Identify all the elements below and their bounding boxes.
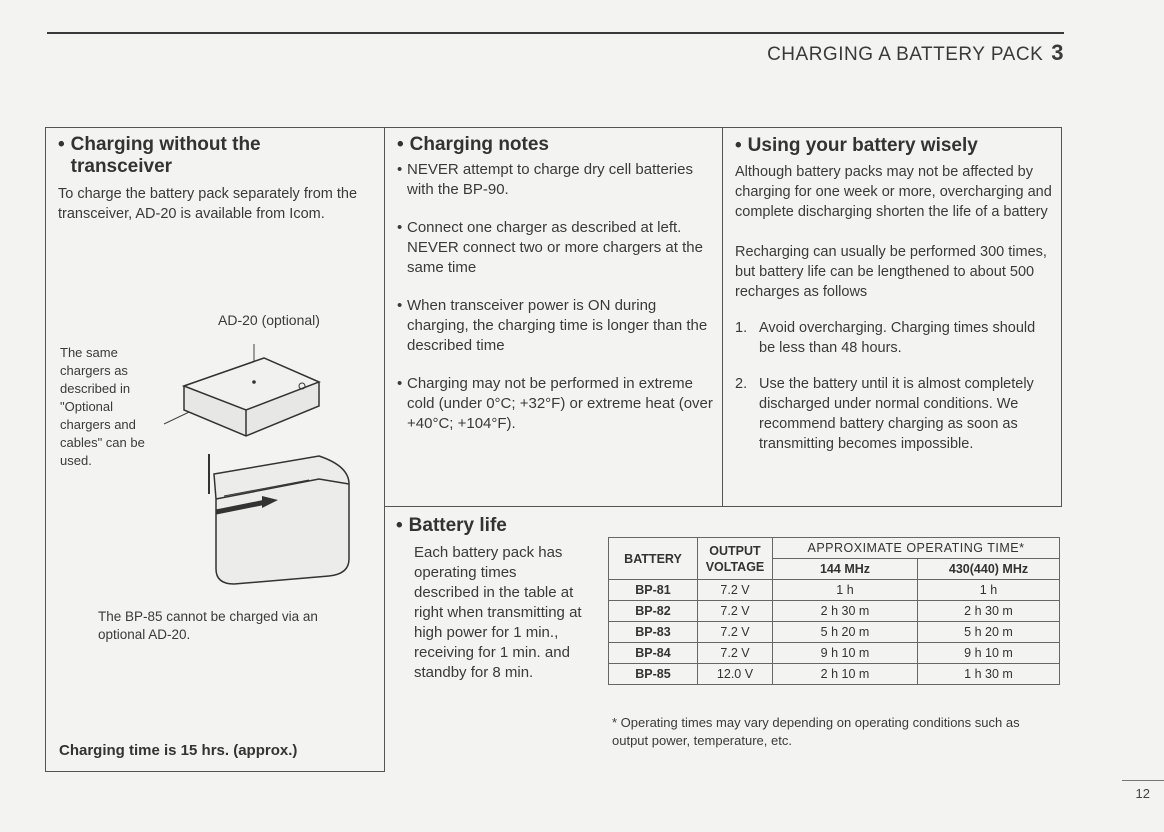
note-item: • Charging may not be performed in extreme cold (under 0°C; +32°F) or extreme heat (over +40°C; +104°F). — [397, 374, 715, 434]
charging-notes-panel — [384, 127, 723, 507]
note-item: • NEVER attempt to charge dry cell batteries with the BP-90. — [397, 160, 715, 200]
operating-time-table — [608, 537, 1060, 685]
charging-time: Charging time is 15 hrs. (approx.) — [59, 742, 298, 759]
table-footnote: * Operating times may vary depending on operating conditions such as output power, temperature, etc. — [612, 715, 1020, 748]
col-battery-header: BATTERY — [609, 538, 698, 580]
wisely-para-2: Recharging can usually be performed 300 times, but battery life can be lengthened to about 500 recharges as follows — [735, 244, 1047, 300]
left-intro: To charge the battery pack separately from the transceiver, AD-20 is available from Icom. — [58, 186, 358, 222]
ad20-label: AD-20 (optional) — [218, 312, 320, 328]
charging-notes-list — [397, 160, 715, 434]
table-row: BP-84 7.2 V 9 h 10 m 9 h 10 m — [609, 643, 1060, 664]
chapter-number: 3 — [1051, 40, 1064, 65]
left-heading: • Charging without the transceiver — [58, 134, 261, 177]
col-430-header: 430(440) MHz — [918, 559, 1060, 580]
same-chargers-text: The same chargers as described in "Optional chargers and cables" can be used. — [60, 345, 145, 468]
battery-wisely-heading: • Using your battery wisely — [735, 135, 978, 156]
note-item: • When transceiver power is ON during charging, the charging time is longer than the described time — [397, 296, 715, 356]
header-title: CHARGING A BATTERY PACK — [767, 44, 1044, 65]
table-row: BP-85 12.0 V 2 h 10 m 1 h 30 m — [609, 664, 1060, 685]
charger-illustration — [154, 324, 364, 594]
col-144-header: 144 MHz — [773, 559, 918, 580]
battery-life-text: Each battery pack has operating times described in the table at right when transmitting at high power for 1 min., receiving for 1 min. and standby for 8 min. — [414, 544, 582, 681]
tip-item: 2. Use the battery until it is almost completely discharged under normal conditions. We recommend battery charging as soon as transmitting becomes impossible. — [735, 376, 1034, 452]
wisely-tips — [735, 318, 1053, 454]
page-number-rule — [1122, 780, 1164, 781]
charging-notes-heading: • Charging notes — [397, 134, 549, 155]
col-output-header: OUTPUT VOLTAGE — [698, 538, 773, 580]
table-row: BP-82 7.2 V 2 h 30 m 2 h 30 m — [609, 601, 1060, 622]
left-panel — [45, 127, 385, 772]
battery-wisely-panel — [722, 127, 1062, 507]
wisely-para-1: Although battery packs may not be affected by charging for one week or more, overcharging and complete discharging shorten the life of a battery — [735, 164, 1052, 220]
table-row: BP-81 7.2 V 1 h 1 h — [609, 580, 1060, 601]
battery-life-heading: • Battery life — [396, 515, 507, 536]
tip-item: 1. Avoid overcharging. Charging times should be less than 48 hours. — [735, 320, 1036, 356]
page-number: 12 — [1135, 786, 1150, 801]
top-rule — [47, 32, 1064, 34]
battery-life-section — [396, 515, 1056, 765]
table-row: BP-83 7.2 V 5 h 20 m 5 h 20 m — [609, 622, 1060, 643]
col-time-header: APPROXIMATE OPERATING TIME* — [773, 538, 1060, 559]
bp85-note: The BP-85 cannot be charged via an optional AD-20. — [98, 609, 318, 642]
page-header — [767, 40, 1064, 66]
note-item: • Connect one charger as described at left. NEVER connect two or more chargers at the same time — [397, 218, 715, 278]
